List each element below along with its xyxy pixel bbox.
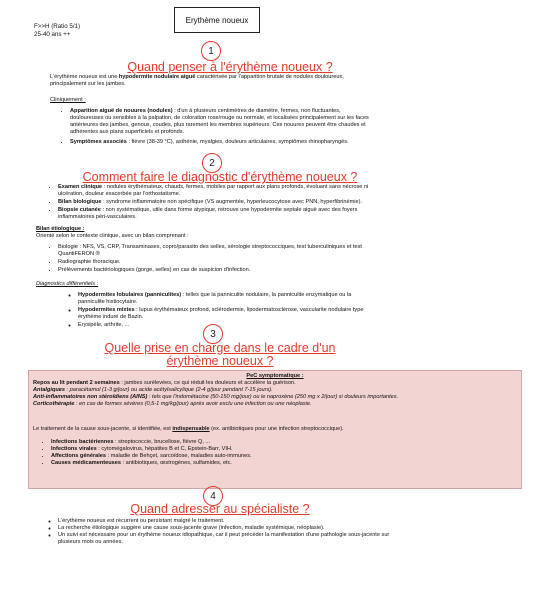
list-item: • Biologie : NFS, VS, CRP, Transaminases, copro/parasito des selles, sérologie streptococciques, test tuberculiniques et test QuantiFERON ® [58, 244, 380, 258]
list-item: • Bilan biologique : syndrome inflammatoire non spécifique (VS augmentée, hyperleucocytose avec PNN, hyperfibrinémie). [58, 199, 380, 206]
rest-line: Repos au lit pendant 2 semaines : jambes surélevées, ce qui réduit les douleurs et accélère la guérison. [33, 380, 296, 386]
list-item: • Examen clinique : nodules érythémateux, chauds, fermes, mobiles par rapport aux plans profonds, évoluant sans nécrose ni ulcération, douleur exacerbée par l'orthostatisme. [58, 184, 380, 198]
management-box [28, 370, 522, 489]
pec-heading: PeC symptomatique : [246, 373, 304, 379]
document-title-box [174, 7, 260, 33]
section-2-title: Comment faire le diagnostic d'érythème noueux ? [82, 170, 358, 184]
section-4-title: Quand adresser au spécialiste ? [130, 502, 310, 516]
list-item: • Infections bactériennes : streptococcie, brucellose, fièvre Q, ... [51, 439, 517, 446]
list-item: ◦ Erysipèle, arthrite, ... [78, 322, 372, 329]
section-1-intro: L'érythème noueux est une hypodermite nodulaire aiguë caractérisée par l'apparition brutale de nodules douloureux, principalement sur les jambes. [50, 74, 344, 87]
list-item: ◦ L'érythème noueux est récurrent ou persistant malgré le traitement. [58, 518, 406, 525]
sex-ratio: F>>H (Ratio 5/1) [34, 23, 81, 30]
section-1-title: Quand penser à l'érythème noueux ? [127, 60, 333, 74]
differential-list [66, 292, 372, 330]
section-3-number: 3 [203, 324, 223, 344]
list-item: ◦ Hypodermites lobulaires (panniculites) : telles que la panniculite nodulaire, la panniculite enzymatique ou la panniculite histiocytaire. [78, 292, 372, 306]
list-item: • Causes médicamenteuses : antibiotiques, œstrogènes, sulfamides, etc. [51, 460, 517, 467]
ains-line: Anti-inflammatoires non stéroïdiens (AINS) : tels que l'indométacine (50-150 mg/jour) ou le naproxène (250 mg x 2/jour) si douleurs importantes. [33, 394, 399, 400]
diagnosis-list [46, 184, 380, 222]
list-item: ◦ La recherche étiologique suggère une cause sous-jacente grave (infection, maladie systémique, néoplasie). [58, 525, 406, 532]
age-range: 25-40 ans ++ [34, 30, 71, 38]
differential-heading: Diagnostics différentiels : [36, 281, 99, 287]
cause-line: Le traitement de la cause sous-jacente, si identifiée, est indispensable (ex. antibiotiques pour une infection streptococcique). [33, 426, 344, 432]
cause-list [29, 436, 521, 467]
etiology-heading: Bilan étiologique : [36, 226, 85, 232]
epidemiology-note [34, 23, 80, 38]
list-item: • Radiographie thoracique. [58, 259, 380, 266]
list-item: • Infections virales : cytomégalovirus, hépatites B et C, Epstein-Barr, VIH. [51, 446, 517, 453]
antalgic-line: Antalgiques : paracétamol (1-3 g/jour) ou acide acétylsalicylique (2-4 g/jour pendant 7-15 jours). [33, 387, 273, 393]
list-item: ◦ Un suivi est nécessaire pour un érythème noueux idiopathique, car il peut précéder la manifestation d'une pathologie sous-jacente sur plusieurs mois ou années. [58, 532, 406, 546]
section-1-number: 1 [201, 41, 221, 61]
list-item: • Symptômes associés : fièvre (38-39 °C), asthénie, myalgies, douleurs articulaires, symptômes rhinopharyngés. [70, 139, 374, 146]
list-item: • Affections générales : maladie de Behçet, sarcoïdose, maladies auto-immunes. [51, 453, 517, 460]
section-4-number: 4 [203, 486, 223, 506]
document-title: Erythème noueux [185, 15, 249, 25]
referral-list [46, 518, 406, 546]
clinic-heading: Cliniquement : [50, 97, 86, 103]
clinic-list [58, 108, 374, 147]
list-item: • Prélèvements bactériologiques (gorge, selles) en cas de suspicion d'infection. [58, 267, 380, 274]
list-item: ◦ Hypodermites mixtes : lupus érythémateux profond, sclérodermie, lipodermatosclérose, vascularite nodulaire type érythème induré de Bazin. [78, 307, 372, 321]
section-3-title: Quelle prise en charge dans le cadre d'un érythème noueux ? [104, 341, 336, 368]
list-item: • Apparition aiguë de nouures (nodules) : d'un à plusieurs centimètres de diamètre, fermes, non fluctuantes, douloureuses ou sensibles à la palpation, de coloration rose/rouge ou normale, et localisées principalement sur les faces antérieures des jambes, genoux, coudes, plus rarement les membres supérieurs. Ces nouures peuvent être chaudes et adhérentes aux plans superficiels et profonds. [70, 108, 374, 136]
etiology-intro: Orienté selon le contexte clinique, avec un bilan comprenant : [36, 233, 189, 239]
etiology-list [46, 244, 380, 275]
list-item: • Biopsie cutanée : non systématique, utile dans forme atypique, retrouve une hypodermite septale aiguë avec des foyers inflammatoires péri-vasculaires. [58, 207, 380, 221]
cortico-line: Corticothérapie : en cas de formes sévères (0,5-1 mg/kg/jour) après avoir exclu une infection ou une néoplasie. [33, 401, 312, 407]
section-2-number: 2 [202, 153, 222, 173]
